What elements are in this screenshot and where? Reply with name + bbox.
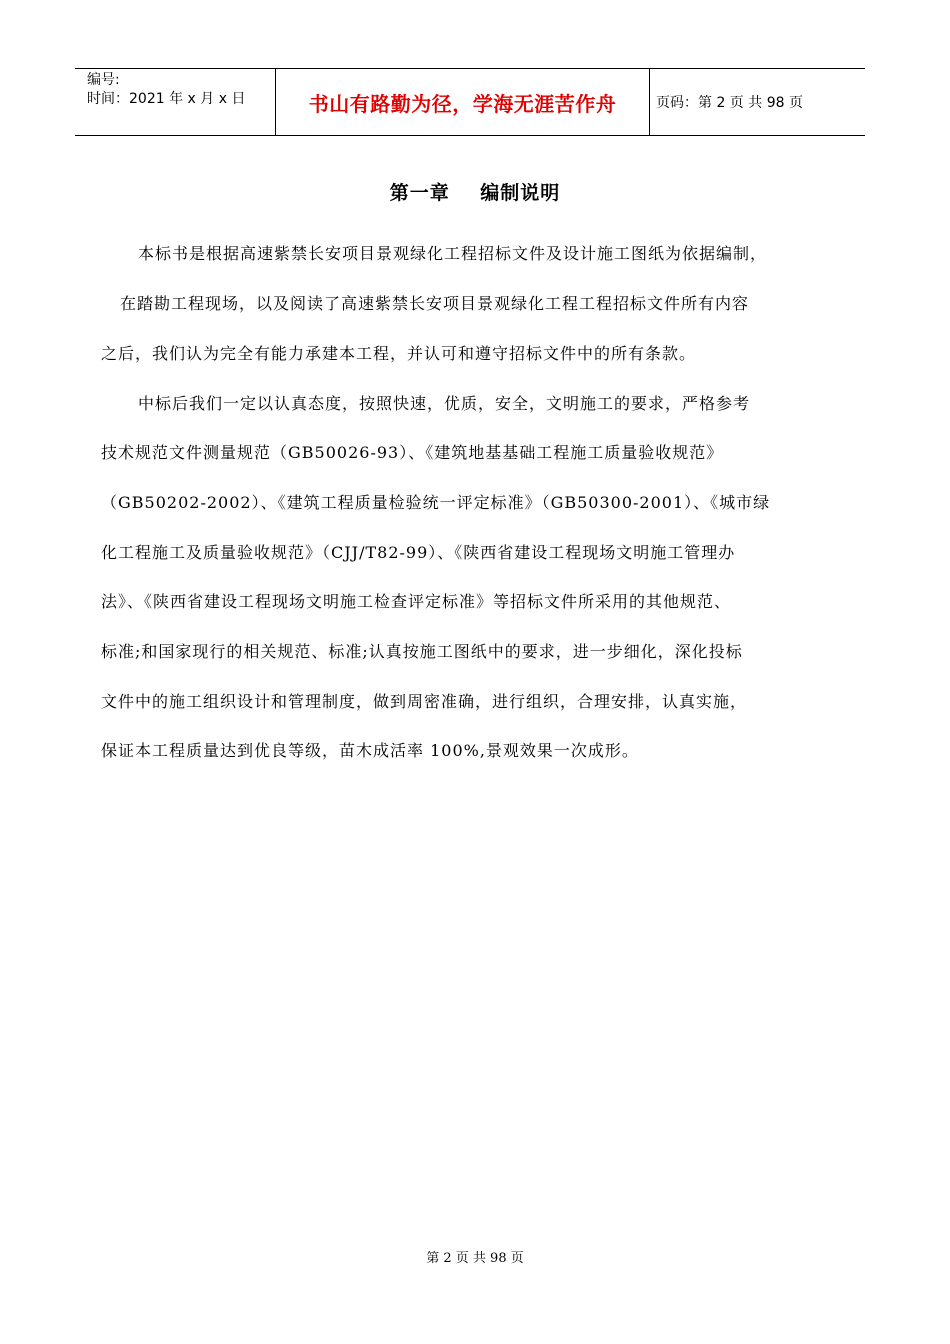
paragraph-1-line-1: 本标书是根据高速紫禁长安项目景观绿化工程招标文件及设计施工图纸为依据编制， <box>138 244 768 263</box>
page-header-table <box>75 68 865 136</box>
time-label: 时间：2021 年 x 月 x 日 <box>87 91 246 107</box>
paragraph-2-line-4: 化工程施工及质量验收规范》（CJJ/T82-99）、《陕西省建设工程现场文明施工管理办 <box>101 543 736 562</box>
paragraph-1-line-3: 之后，我们认为完全有能力承建本工程，并认可和遵守招标文件中的所有条款。 <box>101 344 697 363</box>
header-meta-cell <box>75 69 276 135</box>
paragraph-2-line-8: 保证本工程质量达到优良等级，苗木成活率 100%,景观效果一次成形。 <box>101 741 639 760</box>
paragraph-2-line-3: （GB50202-2002）、《建筑工程质量检验统一评定标准》（GB50300-2001）、《城市绿 <box>101 493 771 512</box>
paragraph-2-line-6: 标准;和国家现行的相关规范、标准;认真按施工图纸中的要求，进一步细化，深化投标 <box>101 642 743 661</box>
paragraph-2-line-7: 文件中的施工组织设计和管理制度，做到周密准确，进行组织，合理安排，认真实施， <box>101 692 748 711</box>
paragraph-2-line-5: 法》、《陕西省建设工程现场文明施工检查评定标准》等招标文件所采用的其他规范、 <box>101 592 732 611</box>
header-page-cell <box>650 69 865 135</box>
paragraph-1-line-2: 在踏勘工程现场，以及阅读了高速紫禁长安项目景观绿化工程工程招标文件所有内容 <box>120 294 750 313</box>
serial-number-label: 编号: <box>87 72 120 88</box>
page-footer: 第 2 页 共 98 页 <box>426 1251 524 1266</box>
paragraph-2-line-1: 中标后我们一定以认真态度，按照快速，优质，安全，文明施工的要求，严格参考 <box>138 394 751 413</box>
header-motto-cell <box>276 69 650 135</box>
chapter-title: 第一章 编制说明 <box>389 182 561 204</box>
page-info-text: 页码：第 2 页 共 98 页 <box>656 95 803 111</box>
paragraph-2-line-2: 技术规范文件测量规范（GB50026-93）、《建筑地基基础工程施工质量验收规范》 <box>101 443 724 462</box>
motto-text: 书山有路勤为径，学海无涯苦作舟 <box>308 91 617 116</box>
